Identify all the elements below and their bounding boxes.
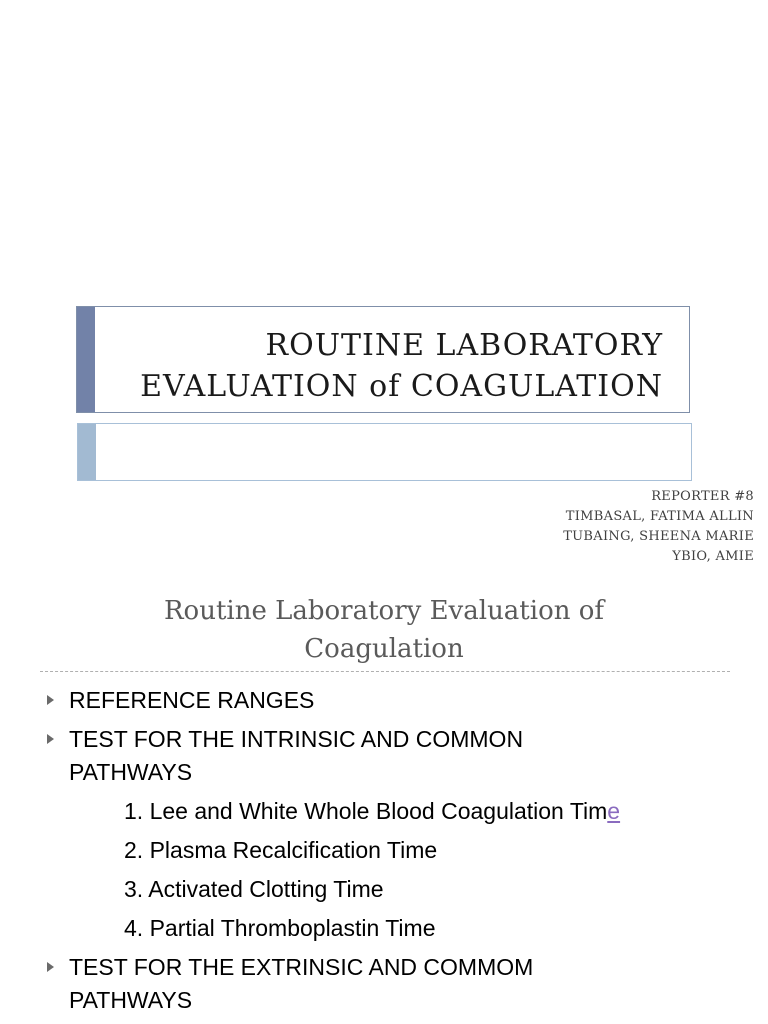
triangle-bullet-icon — [47, 962, 54, 972]
slide2-title-line1: Routine Laboratory Evaluation of — [163, 596, 605, 626]
hyperlink-text[interactable]: e — [607, 798, 621, 824]
bullet-text: TEST FOR THE INTRINSIC AND COMMON — [69, 726, 524, 752]
bullet-text: PATHWAYS — [69, 759, 193, 785]
slide-title-line1: ROUTINE LABORATORY — [265, 328, 663, 363]
bullet-list — [0, 684, 768, 1023]
triangle-bullet-icon — [47, 695, 54, 705]
reporter-name: YBIO, AMIE — [672, 549, 754, 564]
list-item — [0, 723, 768, 789]
bullet-text: TEST FOR THE EXTRINSIC AND COMMOM — [69, 954, 534, 980]
title-box — [76, 306, 690, 413]
title-accent-bar — [77, 307, 95, 412]
bullet-text: REFERENCE RANGES — [69, 687, 315, 713]
subtitle-box — [77, 423, 692, 481]
slide-title — [103, 325, 663, 407]
reporter-name: TUBAING, SHEENA MARIE — [563, 529, 754, 544]
subtitle-accent-bar — [78, 424, 96, 480]
sub-item-text: 1. Lee and White Whole Blood Coagulation Tim — [124, 798, 608, 824]
sub-list-item: 2. Plasma Recalcification Time — [124, 837, 438, 863]
sub-list-item: 4. Partial Thromboplastin Time — [124, 915, 436, 941]
slide2-title — [0, 592, 768, 668]
reporter-name: TIMBASAL, FATIMA ALLIN — [565, 509, 754, 524]
reporter-number: REPORTER #8 — [651, 489, 754, 504]
sub-list-item: 3. Activated Clotting Time — [124, 876, 384, 902]
triangle-bullet-icon — [47, 734, 54, 744]
sub-list-item — [0, 795, 768, 828]
list-item — [0, 951, 768, 1017]
title-divider — [40, 671, 730, 672]
reporters-list — [563, 487, 754, 567]
list-item — [0, 684, 768, 717]
slide2-title-line2: Coagulation — [304, 634, 464, 664]
slide-title-line2: EVALUATION of COAGULATION — [140, 369, 663, 404]
bullet-text: PATHWAYS — [69, 987, 193, 1013]
